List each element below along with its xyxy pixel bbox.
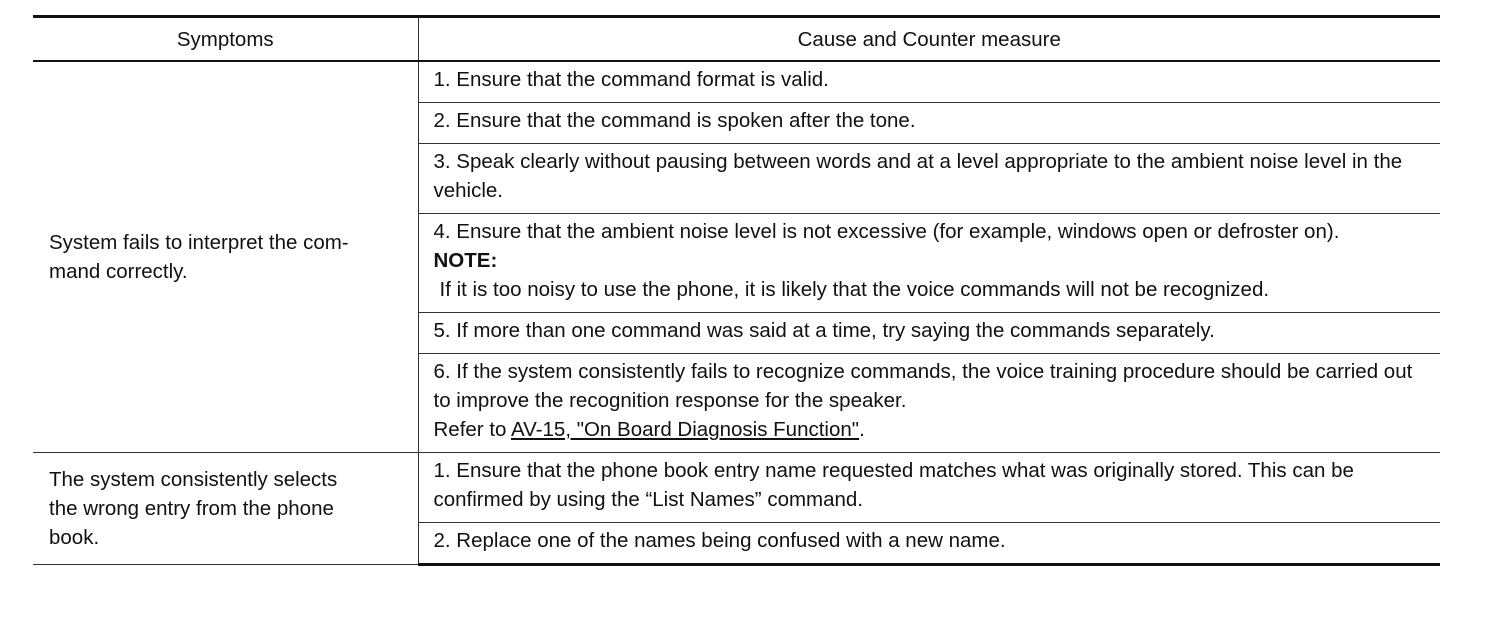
reference-line [434,415,1427,444]
symptom-text: the wrong entry from the phone [49,497,334,520]
countermeasure-cell-with-reference [418,354,1440,453]
countermeasure-cell: 1. Ensure that the phone book entry name requested matches what was originally stored. This can be confirmed by using the “List Names” command. [418,453,1440,523]
countermeasure-cell-with-note [418,214,1440,313]
reference-link[interactable]: AV-15, "On Board Diagnosis Function" [511,418,860,441]
refer-suffix: . [859,418,865,441]
header-row [33,17,1440,62]
symptom-text: book. [49,526,100,549]
refer-prefix: Refer to [433,418,511,441]
countermeasure-text: 4. Ensure that the ambient noise level is not excessive (for example, windows open or defroster on). [433,220,1340,243]
countermeasure-cell: 5. If more than one command was said at a time, try saying the commands separately. [418,313,1440,354]
symptom-text: System fails to interpret the com- [49,231,349,254]
note-text: If it is too noisy to use the phone, it is likely that the voice commands will not be recognized. [439,278,1270,301]
symptom-text: mand correctly. [49,260,188,283]
countermeasure-cell: 2. Replace one of the names being confused with a new name. [418,523,1440,565]
countermeasure-cell: 1. Ensure that the command format is valid. [418,61,1440,103]
header-symptoms: Symptoms [33,17,418,62]
countermeasure-cell: 2. Ensure that the command is spoken after the tone. [418,103,1440,144]
symptom-cell-wrong-entry [33,453,418,565]
table-row [33,453,1440,523]
countermeasure-cell: 3. Speak clearly without pausing between words and at a level appropriate to the ambient noise level in the vehicle. [418,144,1440,214]
header-cause-countermeasure: Cause and Counter measure [418,17,1440,62]
symptom-text: The system consistently selects [49,468,338,491]
symptom-cell-interpret-command [33,61,418,453]
troubleshooting-table [33,15,1440,566]
note-label: NOTE: [433,249,498,272]
table-row [33,61,1440,103]
countermeasure-text: 6. If the system consistently fails to recognize commands, the voice training procedure should be carried out to improve the recognition response for the speaker. [433,360,1413,412]
